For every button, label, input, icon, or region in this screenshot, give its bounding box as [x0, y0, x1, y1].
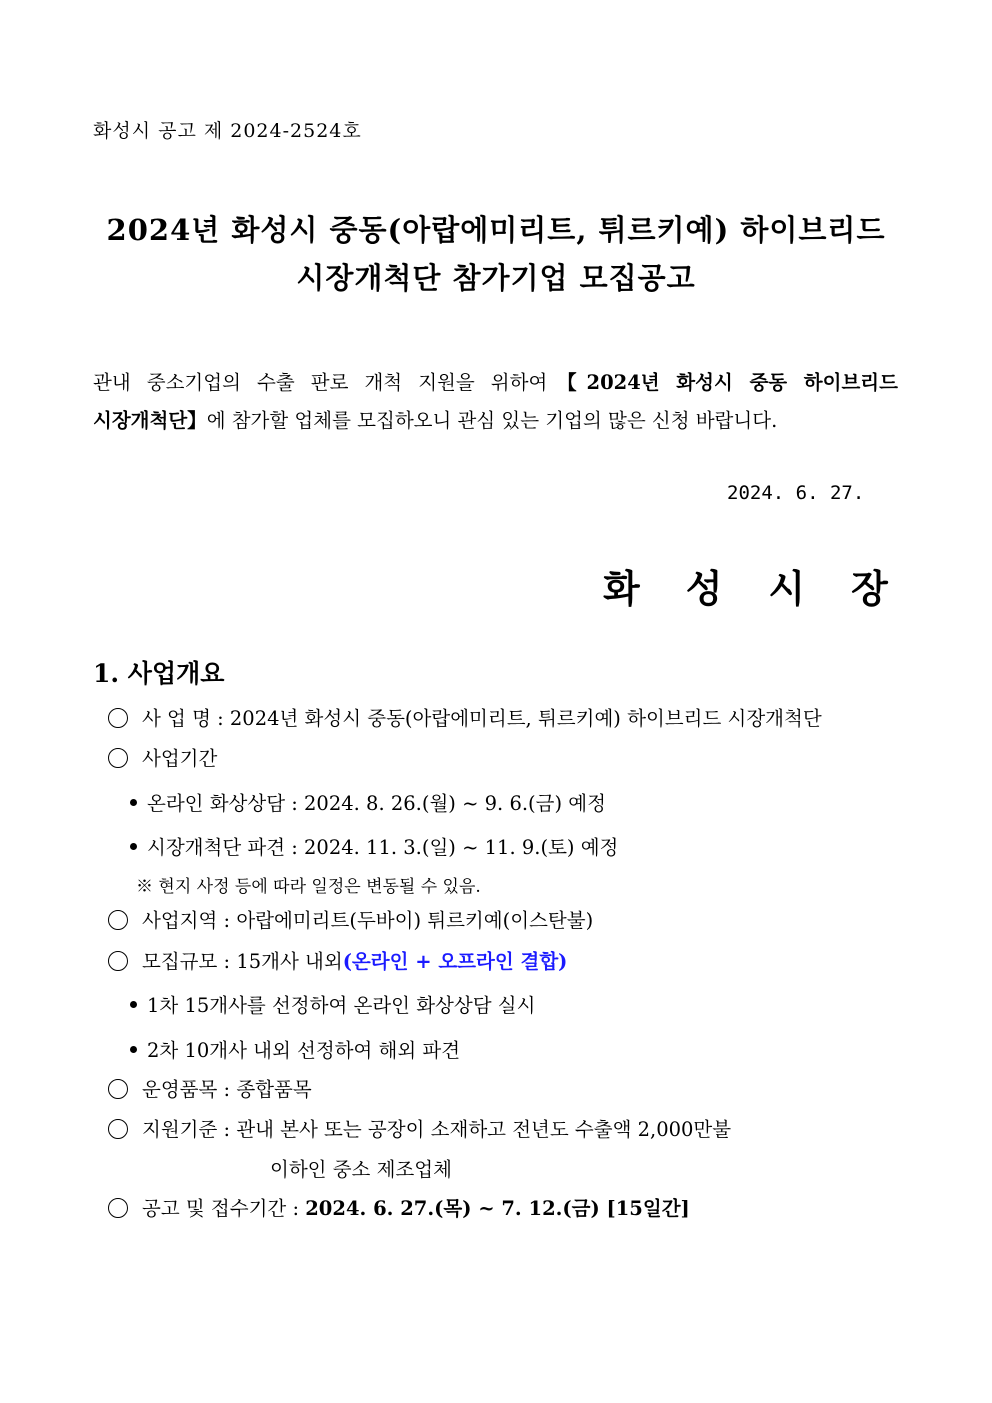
dot-bullet-icon [130, 799, 137, 806]
application-period-value: 2024. 6. 27.(목) ~ 7. 12.(금) [15일간] [305, 1197, 690, 1220]
intro-bold-text: 【2024년 화성시 중동 하이브리드 [547, 371, 898, 394]
list-item-criteria [108, 1114, 731, 1142]
intro-text: 관내 중소기업의 수출 판로 개척 지원을 위하여 [93, 371, 548, 394]
dot-bullet-icon [130, 843, 137, 850]
scale-highlight-text: (온라인 + 오프라인 결합) [342, 950, 568, 973]
list-item-text: 사업기간 [142, 747, 218, 770]
intro-paragraph-line-1 [93, 364, 898, 402]
list-item-items [108, 1074, 312, 1102]
issuer-name: 화성시장 [603, 566, 934, 611]
list-item-text: 2차 10개사 내외 선정하여 해외 파견 [147, 1039, 461, 1062]
notice-date: 2024. 6. 27. [727, 482, 865, 504]
circle-bullet-icon [108, 748, 128, 768]
document-title-line-2: 시장개척단 참가기업 모집공고 [296, 261, 696, 295]
circle-bullet-icon [108, 708, 128, 728]
intro-bold-text: 시장개척단】 [93, 409, 207, 432]
circle-bullet-icon [108, 1079, 128, 1099]
section-title: 1. 사업개요 [93, 659, 225, 688]
list-item-text: 모집규모 : 15개사 내외 [142, 950, 343, 973]
list-item-round-1 [130, 990, 535, 1018]
list-item-period [108, 743, 217, 771]
schedule-note: ※ 현지 사정 등에 따라 일정은 변동될 수 있음. [136, 877, 481, 897]
dot-bullet-icon [130, 1001, 137, 1008]
list-item-text: 1차 15개사를 선정하여 온라인 화상상담 실시 [147, 994, 536, 1017]
list-item-text: 사업지역 : 아랍에미리트(두바이) 튀르키예(이스탄불) [142, 909, 594, 932]
list-item-text: 사 업 명 : 2024년 화성시 중동(아랍에미리트, 튀르키예) 하이브리드 시장개척단 [142, 707, 822, 730]
list-item-text: 시장개척단 파견 : 2024. 11. 3.(일) ~ 11. 9.(토) 예정 [147, 836, 619, 859]
list-item-business-name [108, 703, 822, 731]
list-item-online-meeting [130, 788, 606, 816]
intro-paragraph-line-2 [93, 402, 898, 440]
list-item-dispatch [130, 832, 618, 860]
circle-bullet-icon [108, 951, 128, 971]
list-item-criteria-continued: 이하인 중소 제조업체 [270, 1158, 452, 1181]
list-item-text: 온라인 화상상담 : 2024. 8. 26.(월) ~ 9. 6.(금) 예정 [147, 792, 606, 815]
circle-bullet-icon [108, 910, 128, 930]
list-item-round-2 [130, 1035, 460, 1063]
circle-bullet-icon [108, 1119, 128, 1139]
list-item-text: 지원기준 : 관내 본사 또는 공장이 소재하고 전년도 수출액 2,000만불 [142, 1118, 732, 1141]
dot-bullet-icon [130, 1046, 137, 1053]
list-item-text: 공고 및 접수기간 : [142, 1197, 300, 1220]
list-item-scale [108, 946, 567, 974]
notice-number: 화성시 공고 제 2024-2524호 [93, 120, 362, 142]
list-item-text: 운영품목 : 종합품목 [142, 1078, 312, 1101]
list-item-region [108, 905, 593, 933]
document-title-line-1: 2024년 화성시 중동(아랍에미리트, 튀르키예) 하이브리드 [106, 213, 886, 247]
list-item-application-period [108, 1193, 690, 1221]
intro-text: 에 참가할 업체를 모집하오니 관심 있는 기업의 많은 신청 바랍니다. [206, 409, 778, 432]
circle-bullet-icon [108, 1198, 128, 1218]
